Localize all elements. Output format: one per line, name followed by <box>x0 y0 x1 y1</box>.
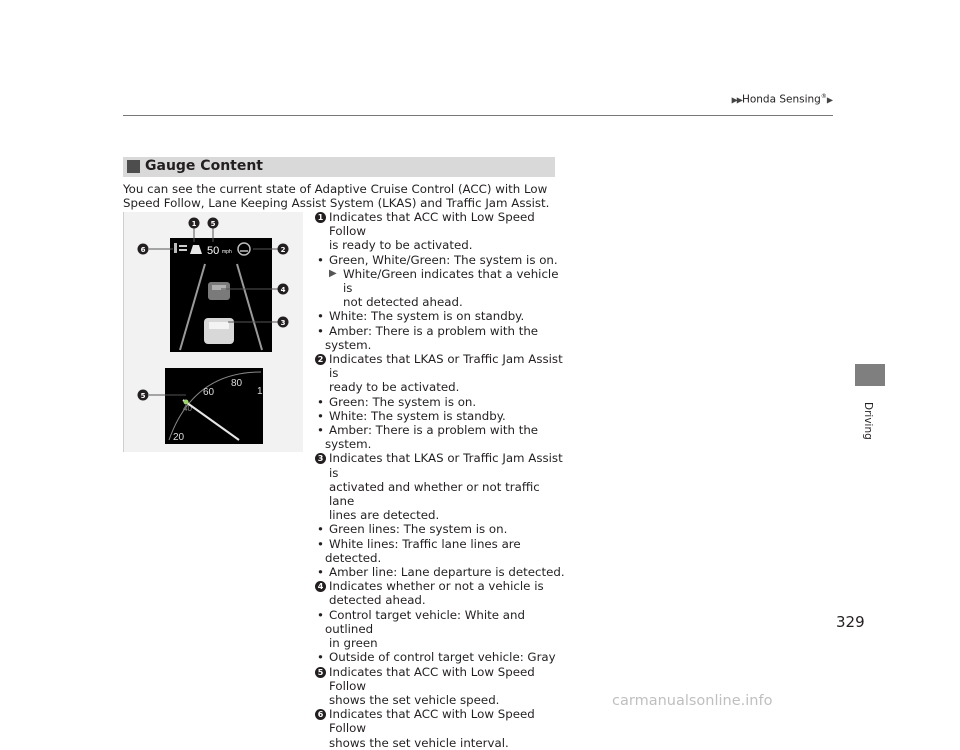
bullet-item: • Amber: There is a problem with the system. <box>317 423 539 452</box>
arrow-icon: ▶ <box>826 95 832 105</box>
section-heading <box>123 157 555 177</box>
item-text: Indicates that ACC with Low Speed Follow <box>329 664 535 693</box>
dial-label-20: 20 <box>173 432 185 443</box>
front-vehicle <box>208 282 230 300</box>
item-continuation: detected ahead. <box>329 593 426 608</box>
section-tab-marker <box>855 364 885 386</box>
bullet-item: • Amber line: Lane departure is detected. <box>317 565 565 580</box>
double-arrow-icon: ▶▶ <box>731 95 742 105</box>
callout-3 <box>278 317 289 328</box>
bullet-item: • Outside of control target vehicle: Gray <box>317 650 556 665</box>
dial-label-1: 1 <box>257 386 263 397</box>
item-continuation: shows the set vehicle speed. <box>329 692 500 707</box>
bullet-item: • Green, White/Green: The system is on. <box>317 252 558 267</box>
item-continuation: activated and whether or not traffic lane <box>329 479 540 509</box>
callout-6 <box>138 244 149 255</box>
dial-label-40: 40 <box>183 404 192 413</box>
svg-text:1: 1 <box>191 220 197 228</box>
bullet-item: • Control target vehicle: White and outlined <box>317 607 525 636</box>
callout-badge-6: 6 <box>315 709 326 720</box>
bullet-item: • Amber: There is a problem with the system. <box>317 323 539 352</box>
bullet-continuation: in green <box>329 636 378 651</box>
item-6 <box>315 707 565 735</box>
intro-paragraph: You can see the current state of Adaptive Cruise Control (ACC) with Low Speed Follow, Lane Keeping Assist System (LKAS) and Traffic Jam Assist. <box>123 182 550 210</box>
callout-badge-1: 1 <box>315 212 326 223</box>
speed-unit: mph <box>222 249 232 255</box>
section-title: Gauge Content <box>145 158 264 174</box>
bullet-item: • White: The system is on standby. <box>317 309 525 324</box>
footer-watermark: carmanualsonline.info <box>612 693 773 709</box>
header-rule <box>123 115 833 116</box>
registered-mark: ® <box>820 93 827 100</box>
item-continuation: ready to be activated. <box>329 380 460 395</box>
callout-badge-3: 3 <box>315 453 326 464</box>
arrow-icon: ▶ <box>329 267 337 279</box>
bullet-item: • White lines: Traffic lane lines are detected. <box>317 536 521 565</box>
bullet-item: • Green lines: The system is on. <box>317 522 508 537</box>
item-text: Indicates that ACC with Low Speed Follow <box>329 707 535 736</box>
item-text: Indicates whether or not a vehicle is <box>329 579 544 594</box>
set-speed-mark <box>184 400 189 405</box>
svg-text:4: 4 <box>280 286 286 294</box>
sub-note: ▶ White/Green indicates that a vehicle is <box>329 266 559 296</box>
item-2 <box>315 352 565 380</box>
dial-label-60: 60 <box>203 387 215 398</box>
running-header <box>732 93 832 106</box>
side-section-label: Driving <box>862 402 874 440</box>
item-text: Indicates that LKAS or Traffic Jam Assist is <box>329 451 563 480</box>
speed-readout: 50 <box>207 245 220 257</box>
callout-4 <box>278 284 289 295</box>
item-continuation: shows the set vehicle interval. <box>329 735 509 750</box>
item-3 <box>315 451 565 479</box>
item-continuation: is ready to be activated. <box>329 238 473 253</box>
callout-5-bottom <box>138 390 149 401</box>
item-1 <box>315 210 565 238</box>
description-list <box>315 210 565 750</box>
square-bullet-icon <box>127 160 140 173</box>
item-text: Indicates that LKAS or Traffic Jam Assist is <box>329 352 563 381</box>
breadcrumb-text: Honda Sensing <box>741 93 821 106</box>
svg-text:3: 3 <box>280 319 286 327</box>
dial-label-80: 80 <box>231 378 243 389</box>
callout-badge-5: 5 <box>315 667 326 678</box>
bullet-item: • White: The system is standby. <box>317 408 506 423</box>
callout-2 <box>278 244 289 255</box>
callout-badge-2: 2 <box>315 354 326 365</box>
sub-note-continuation: not detected ahead. <box>343 295 463 310</box>
callout-badge-4: 4 <box>315 581 326 592</box>
gauge-figure <box>123 212 303 452</box>
svg-text:5: 5 <box>140 392 146 400</box>
item-5 <box>315 665 565 693</box>
svg-text:5: 5 <box>210 220 216 228</box>
item-text: Indicates that ACC with Low Speed Follow <box>329 210 535 239</box>
bullet-item: • Green: The system is on. <box>317 394 477 409</box>
page-number: 329 <box>836 613 865 631</box>
svg-text:2: 2 <box>280 246 286 254</box>
item-4 <box>315 579 565 593</box>
item-continuation: lines are detected. <box>329 508 440 523</box>
svg-text:6: 6 <box>140 246 146 254</box>
callout-5-top <box>208 218 219 229</box>
callout-1 <box>189 218 200 229</box>
